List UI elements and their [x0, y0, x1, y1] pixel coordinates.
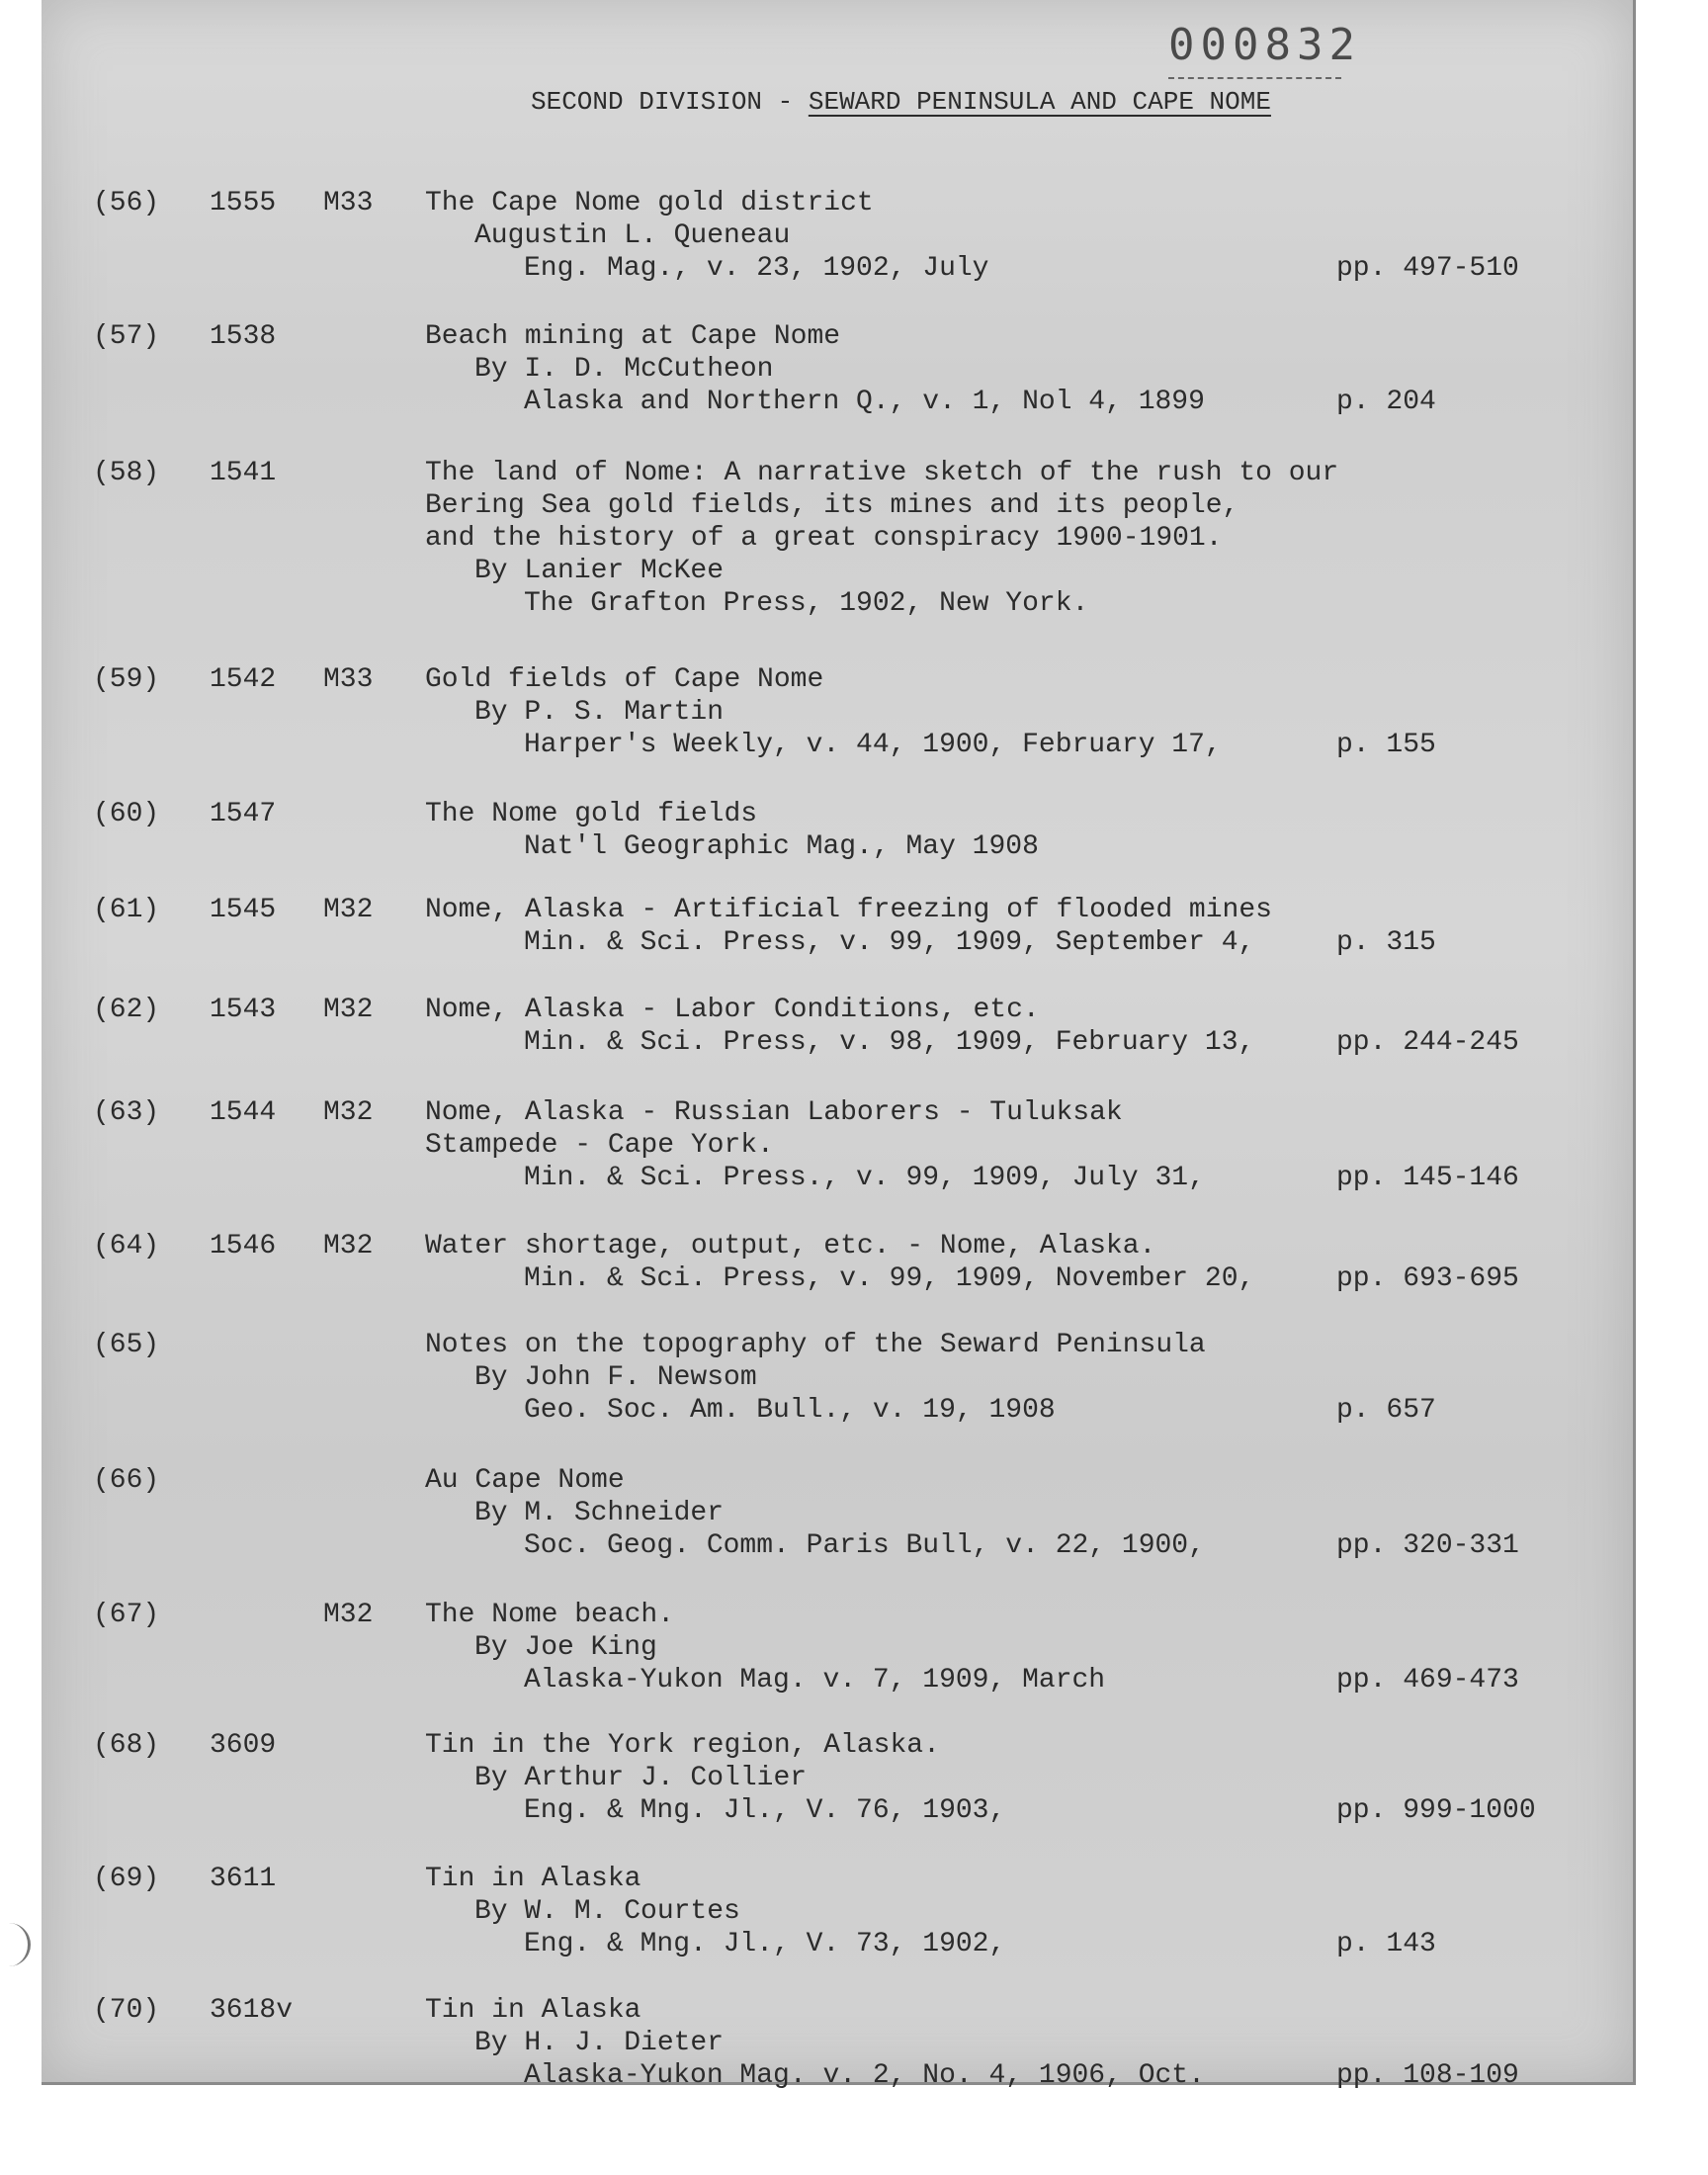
entry-title: The land of Nome: A narrative sketch of the rush to our [425, 458, 1339, 488]
entry-number: (62) [93, 995, 160, 1025]
entry-detail-line: The Grafton Press, 1902, New York. [524, 588, 1089, 619]
entry-detail-line: and the history of a great conspiracy 1900-1901. [425, 523, 1223, 554]
entry-detail-line: Alaska-Yukon Mag. v. 2, No. 4, 1906, Oct. [524, 2060, 1205, 2091]
entry-call-mark: M32 [323, 895, 374, 925]
entry-call-mark: M32 [323, 1231, 374, 1262]
entry-call-mark: M33 [323, 664, 374, 695]
entry-pages: p. 315 [1336, 927, 1436, 958]
entry-title: Nome, Alaska - Russian Laborers - Tuluksak [425, 1097, 1123, 1128]
entry-detail-line: By I. D. McCutheon [474, 354, 774, 385]
entry-accession-code: 1547 [210, 799, 277, 829]
entry-title: Tin in the York region, Alaska. [425, 1730, 940, 1761]
entry-accession-code: 3618v [210, 1995, 294, 2026]
entry-title: Nome, Alaska - Artificial freezing of flooded mines [425, 895, 1272, 925]
entry-call-mark: M32 [323, 1600, 374, 1630]
entry-number: (63) [93, 1097, 160, 1128]
entry-detail-line: Eng. & Mng. Jl., V. 73, 1902, [524, 1929, 1006, 1959]
entry-detail-line: Stampede - Cape York. [425, 1130, 774, 1161]
entry-call-mark: M32 [323, 1097, 374, 1128]
entry-number: (70) [93, 1995, 160, 2026]
entry-detail-line: Alaska-Yukon Mag. v. 7, 1909, March [524, 1665, 1106, 1696]
entry-detail-line: Min. & Sci. Press, v. 99, 1909, November 20, [524, 1263, 1255, 1294]
entry-detail-line: Min. & Sci. Press, v. 98, 1909, February 13, [524, 1027, 1255, 1058]
entry-number: (66) [93, 1465, 160, 1496]
entry-number: (69) [93, 1864, 160, 1894]
page-stamp-number: 000832 [1168, 20, 1361, 70]
entry-number: (68) [93, 1730, 160, 1761]
entry-detail-line: By Joe King [474, 1632, 657, 1663]
entry-accession-code: 1541 [210, 458, 277, 488]
entry-call-mark: M33 [323, 188, 374, 218]
entry-detail-line: Min. & Sci. Press, v. 99, 1909, September 4, [524, 927, 1255, 958]
entry-title: Notes on the topography of the Seward Peninsula [425, 1330, 1206, 1360]
entry-accession-code: 1544 [210, 1097, 277, 1128]
entry-title: Tin in Alaska [425, 1864, 641, 1894]
entry-detail-line: Eng. & Mng. Jl., V. 76, 1903, [524, 1795, 1006, 1826]
entry-number: (57) [93, 321, 160, 352]
entry-pages: pp. 693-695 [1336, 1263, 1519, 1294]
document-page [42, 0, 1636, 2091]
entry-detail-line: By M. Schneider [474, 1498, 725, 1528]
margin-bracket-mark [6, 1923, 31, 1966]
page-heading [531, 87, 1271, 117]
entry-title: The Nome gold fields [425, 799, 758, 829]
entry-pages: p. 155 [1336, 730, 1436, 760]
entry-accession-code: 3611 [210, 1864, 277, 1894]
entry-pages: p. 657 [1336, 1395, 1436, 1426]
entry-title: Beach mining at Cape Nome [425, 321, 841, 352]
entry-title: Gold fields of Cape Nome [425, 664, 824, 695]
entry-detail-line: Bering Sea gold fields, its mines and its people, [425, 490, 1239, 521]
entry-title: Water shortage, output, etc. - Nome, Alaska. [425, 1231, 1156, 1262]
entry-number: (67) [93, 1600, 160, 1630]
entry-detail-line: Nat'l Geographic Mag., May 1908 [524, 831, 1039, 862]
entry-pages: pp. 320-331 [1336, 1530, 1519, 1561]
entry-number: (61) [93, 895, 160, 925]
entry-pages: pp. 469-473 [1336, 1665, 1519, 1696]
entry-accession-code: 1538 [210, 321, 277, 352]
entry-number: (56) [93, 188, 160, 218]
entry-detail-line: Geo. Soc. Am. Bull., v. 19, 1908 [524, 1395, 1056, 1426]
entry-accession-code: 1542 [210, 664, 277, 695]
entry-number: (64) [93, 1231, 160, 1262]
entry-pages: pp. 108-109 [1336, 2060, 1519, 2091]
entry-title: Nome, Alaska - Labor Conditions, etc. [425, 995, 1040, 1025]
entry-detail-line: Augustin L. Queneau [474, 220, 791, 251]
entry-accession-code: 3609 [210, 1730, 277, 1761]
entry-pages: pp. 497-510 [1336, 253, 1519, 284]
entry-title: The Nome beach. [425, 1600, 675, 1630]
entry-title: Au Cape Nome [425, 1465, 625, 1496]
entry-detail-line: Harper's Weekly, v. 44, 1900, February 17, [524, 730, 1222, 760]
entry-title: Tin in Alaska [425, 1995, 641, 2026]
scan-bottom-margin [0, 2106, 1708, 2175]
entry-detail-line: Min. & Sci. Press., v. 99, 1909, July 31, [524, 1163, 1205, 1193]
entry-accession-code: 1546 [210, 1231, 277, 1262]
entry-detail-line: Eng. Mag., v. 23, 1902, July [524, 253, 989, 284]
entry-title: The Cape Nome gold district [425, 188, 874, 218]
heading-title: SEWARD PENINSULA AND CAPE NOME [808, 87, 1271, 117]
entry-pages: p. 204 [1336, 387, 1436, 417]
entry-detail-line: By W. M. Courtes [474, 1896, 740, 1927]
entry-detail-line: By John F. Newsom [474, 1362, 757, 1393]
entry-detail-line: Soc. Geog. Comm. Paris Bull, v. 22, 1900, [524, 1530, 1205, 1561]
entry-pages: pp. 145-146 [1336, 1163, 1519, 1193]
entry-number: (58) [93, 458, 160, 488]
entry-detail-line: By Arthur J. Collier [474, 1763, 808, 1793]
stamp-underline [1168, 77, 1341, 79]
entry-call-mark: M32 [323, 995, 374, 1025]
entry-detail-line: By H. J. Dieter [474, 2028, 725, 2058]
entry-accession-code: 1545 [210, 895, 277, 925]
entry-number: (65) [93, 1330, 160, 1360]
entry-detail-line: Alaska and Northern Q., v. 1, Nol 4, 1899 [524, 387, 1205, 417]
entry-pages: pp. 999-1000 [1336, 1795, 1536, 1826]
entry-pages: p. 143 [1336, 1929, 1436, 1959]
entry-number: (59) [93, 664, 160, 695]
entry-accession-code: 1555 [210, 188, 277, 218]
entry-detail-line: By Lanier McKee [474, 556, 725, 586]
entry-detail-line: By P. S. Martin [474, 697, 725, 728]
heading-prefix: SECOND DIVISION - [531, 87, 809, 117]
entry-number: (60) [93, 799, 160, 829]
entry-accession-code: 1543 [210, 995, 277, 1025]
entry-pages: pp. 244-245 [1336, 1027, 1519, 1058]
